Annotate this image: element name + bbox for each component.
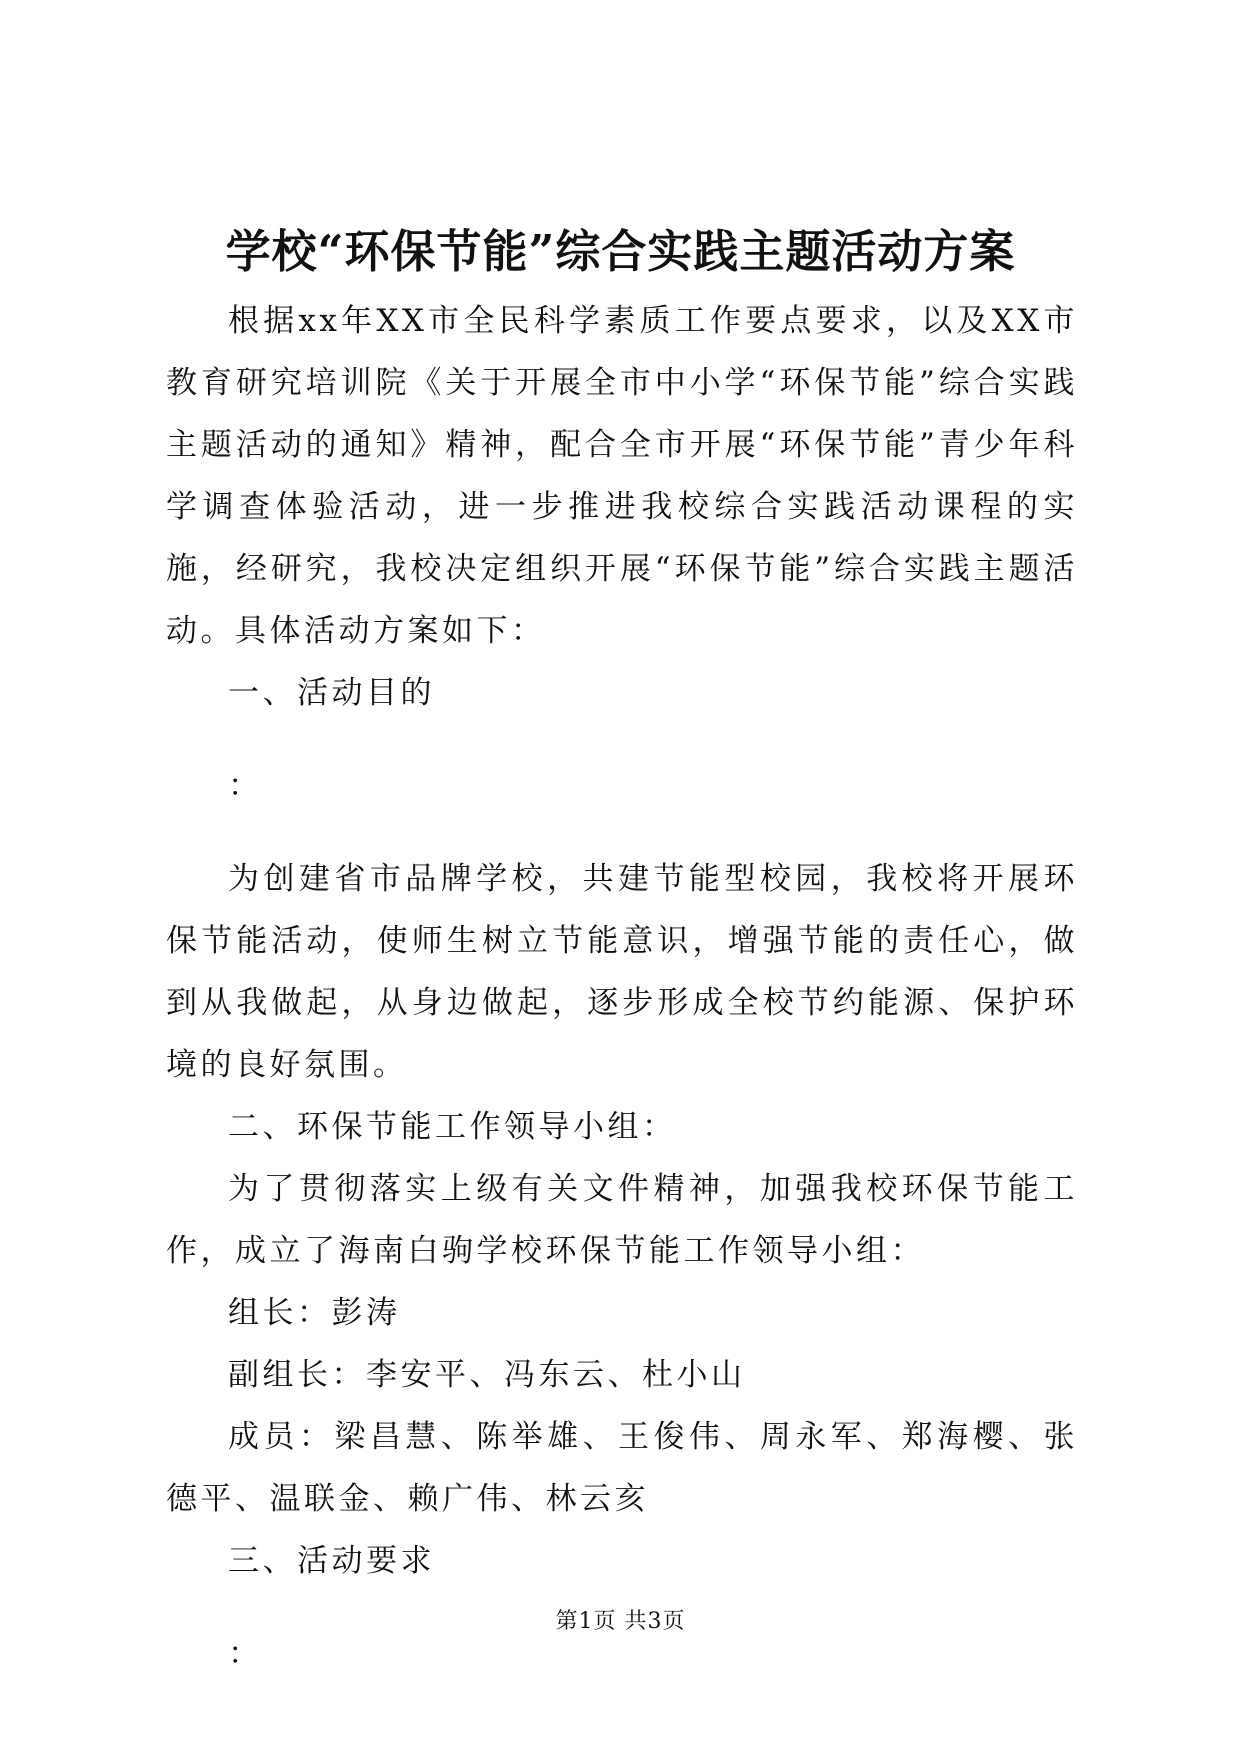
section-1-heading: 一、活动目的 xyxy=(228,675,435,711)
leader-line: 组长：彭涛 xyxy=(228,1295,401,1331)
section-2-heading: 二、环保节能工作领导小组： xyxy=(228,1109,677,1145)
deputy-line: 副组长：李安平、冯东云、杜小山 xyxy=(228,1357,746,1393)
document-title: 学校“环保节能”综合实践主题活动方案 xyxy=(225,225,1016,278)
members-line: 成员：梁昌慧、陈举雄、王俊伟、周永军、郑海樱、张德平、温联金、赖广伟、林云亥 xyxy=(166,1419,1078,1517)
intro-paragraph: 根据xx年XX市全民科学素质工作要点要求，以及XX市教育研究培训院《关于开展全市中小学“环保节能”综合实践主题活动的通知》精神，配合全市开展“环保节能”青少年科学调查体验活动，进一步推进我校综合实践活动课程的实施，经研究，我校决定组织开展“环保节能”综合实践主题活动。具体活动方案如下： xyxy=(166,303,1078,649)
page-footer: 第1页 共3页 xyxy=(555,1609,686,1634)
section-3-colon: ： xyxy=(228,1636,263,1672)
section-1-colon: ： xyxy=(228,768,263,804)
section-2-body: 为了贯彻落实上级有关文件精神，加强我校环保节能工作，成立了海南白驹学校环保节能工作领导小组： xyxy=(166,1171,1078,1269)
section-1-body: 为创建省市品牌学校，共建节能型校园，我校将开展环保节能活动，使师生树立节能意识，增强节能的责任心，做到从我做起，从身边做起，逐步形成全校节约能源、保护环境的良好氛围。 xyxy=(166,861,1078,1083)
document-body xyxy=(166,290,1078,1716)
section-3-heading: 三、活动要求 xyxy=(228,1543,435,1579)
